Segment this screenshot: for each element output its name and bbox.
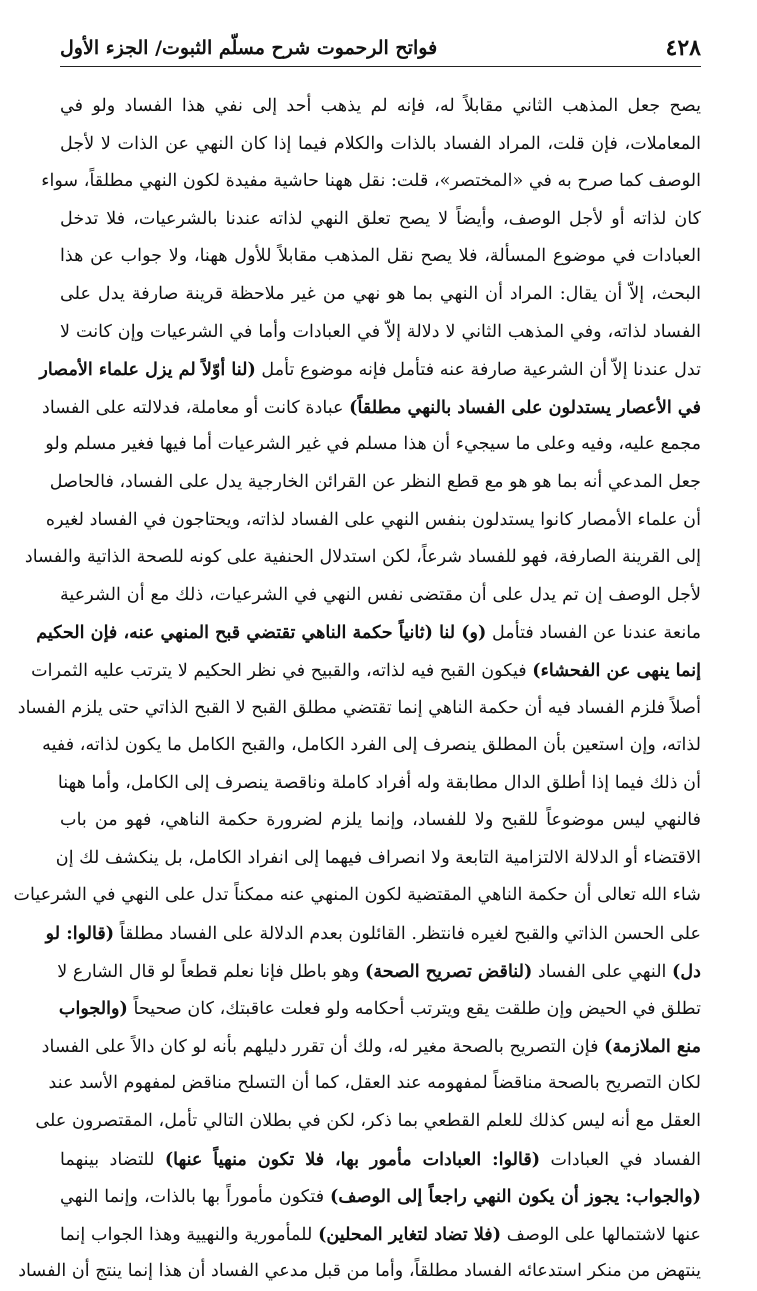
- bold-matn-text: دل): [672, 960, 701, 982]
- commentary-text: مانعة عندنا عن الفساد فتأمل: [486, 623, 701, 644]
- text-line: [60, 314, 701, 352]
- text-line: [45, 426, 701, 464]
- text-line: [35, 1103, 701, 1141]
- text-line: [60, 1141, 701, 1179]
- commentary-text: فإن التصريح بالصحة مغير له، ولك أن تقرر دليلهم بأنه لو كان دالاً على الفساد: [41, 1036, 605, 1057]
- text-line: [60, 990, 701, 1028]
- bold-matn-text: إنما ينهى عن الفحشاء): [532, 659, 701, 681]
- commentary-text: وهو باطل فإنا نعلم قطعاً لو قال الشارع لا: [57, 961, 365, 982]
- bold-matn-text: (لناقض تصريح الصحة): [365, 960, 533, 982]
- text-line: [60, 802, 701, 840]
- text-line: [60, 577, 701, 615]
- text-line: [24, 539, 701, 577]
- text-line: [55, 840, 701, 878]
- text-line: [45, 915, 701, 953]
- text-line: [48, 1065, 701, 1103]
- commentary-text: تطلق في الحيض وإن طلقت يقع ويترتب أحكامه ولو فعلت عاقبتك، كان صحيحاً: [127, 999, 701, 1020]
- commentary-text: ينتهض من منكر استدعائه الفساد مطلقاً، وأما من قبل مدعي الفساد أن هذا إنما ينتج أن الفساد: [18, 1261, 701, 1282]
- commentary-text: للمأمورية والنهيية وهذا الجواب إنما: [60, 1224, 319, 1245]
- text-line: [60, 276, 701, 314]
- commentary-text: مجمع عليه، وفيه وعلى ما سيجيء أن هذا مسلم في غير الشرعيات أما فيها فغير مسلم ولو: [45, 434, 701, 455]
- commentary-text: جعل المدعي أنه بما هو هو مع قطع النظر عن القرائن الخارجية يدل على الفساد، فالحاصل: [49, 471, 701, 492]
- text-line: [60, 1178, 701, 1216]
- text-line: [45, 502, 701, 540]
- page-number: ٤٢٨: [665, 35, 701, 61]
- commentary-text: فيكون القبح فيه لذاته، والقبيح في نظر الحكيم لا يترتب عليه الثمرات: [31, 660, 533, 681]
- commentary-text: عنها لاشتمالها على الوصف: [501, 1224, 701, 1245]
- commentary-text: أن علماء الأمصار كانوا يستدلون بنفس النهي على الفساد لذاته، ويحتاجون في الفساد لغيره: [45, 509, 701, 530]
- commentary-text: شاء الله تعالى أن حكمة الناهي المقتضية لكون المنهي عنه ممكناً تدل على النهي في الشرعيات: [13, 885, 701, 906]
- commentary-text: فالنهي ليس موضوعاً للقبح ولا للفساد، وإنما يلزم لضرورة حكمة الناهي، فهو من باب: [60, 810, 701, 831]
- text-line: [60, 1216, 701, 1254]
- text-line: [57, 953, 701, 991]
- text-line: [60, 88, 701, 126]
- text-line: [49, 464, 701, 502]
- text-line: [41, 163, 701, 201]
- text-line: [13, 877, 701, 915]
- commentary-text: النهي على الفساد: [532, 961, 673, 982]
- running-title: فواتح الرحموت شرح مسلّم الثبوت/ الجزء الأول: [60, 37, 438, 59]
- text-line: [42, 727, 701, 765]
- commentary-text: لأجل الوصف إن تم يدل على أن مقتضى نفس النهي في الشرعيات، ذلك مع أن الشرعية: [60, 584, 701, 605]
- text-line: [17, 690, 701, 728]
- commentary-text: عبادة كانت أو معاملة، فدلالته على الفساد: [42, 397, 350, 418]
- bold-matn-text: (لنا أوّلاً لم يزل علماء الأمصار: [39, 359, 256, 381]
- text-line: [42, 389, 701, 427]
- bold-matn-text: (والجواب: [58, 998, 128, 1020]
- commentary-text: الاقتضاء أو الدلالة الالتزامية التابعة ولا انصراف فيهما إلى انفراد الكامل، بل ينكشف لك إن: [55, 847, 701, 868]
- commentary-text: أصلاً فلزم الفساد فيه أن حكمة الناهي إنما تقتضي مطلق القبح لا القبح الذاتي حتى يلزم الفساد: [17, 697, 701, 718]
- bold-matn-text: (فلا تضاد لتغاير المحلين): [318, 1223, 502, 1245]
- commentary-text: العبادات في موضوع المسألة، فلا يصح نقل المذهب مقابلاً للأول ههنا، ولا جواب عن هذا: [60, 246, 701, 267]
- commentary-text: البحث، إلاّ أن يقال: المراد أن النهي بما هو نهي من غير ملاحظة قرينة صارفة يدل على: [60, 283, 701, 304]
- commentary-text: تدل عندنا إلاّ أن الشرعية صارفة عنه فتأمل فإنه موضوع تأمل: [255, 360, 701, 381]
- commentary-text: إلى القرينة الصارفة، فهو للفساد شرعاً، لكن استدلال الحنفية على كونه للصحة الذاتية والفساد: [24, 547, 701, 568]
- commentary-text: الفساد في العبادات: [540, 1149, 701, 1170]
- text-line: [60, 201, 701, 239]
- body-text: [13, 88, 701, 1291]
- text-line: [31, 652, 701, 690]
- commentary-text: الوصف كما صرح به في «المختصر»، قلت: نقل ههنا حاشية مفيدة لكون النهي مطلقاً، سواء: [41, 171, 701, 192]
- commentary-text: كان لذاته أو لأجل الوصف، وأيضاً لا يصح تعلق النهي لذاته عندنا بالشرعيات، فلا تدخل: [60, 208, 701, 229]
- text-line: [36, 614, 701, 652]
- commentary-text: أن ذلك فيما إذا أطلق الدال مطابقة وله أفراد كاملة وناقصة ينصرف إلى الكامل، وأما ههنا: [57, 772, 701, 793]
- commentary-text: للتضاد بينهما: [60, 1149, 165, 1170]
- commentary-text: لذاته، وإن استعين بأن المطلق ينصرف إلى الفرد الكامل، والقبح الكامل ما يكون لذاته، ففيه: [42, 735, 701, 756]
- bold-matn-text: (قالوا: لو: [45, 923, 115, 945]
- page-header: [60, 30, 701, 67]
- commentary-text: لكان التصريح بالصحة مناقضاً لمفهومه عند العقل، كما أن التسلح مناقض لمفهوم الأسد عند: [48, 1073, 701, 1094]
- text-line: [41, 1028, 701, 1066]
- text-line: [39, 351, 701, 389]
- bold-matn-text: (و) لنا (ثانياً حكمة الناهي تقتضي قبح المنهي عنه، فإن الحكيم: [36, 622, 487, 644]
- text-line: [57, 765, 701, 803]
- bold-matn-text: (قالوا: العبادات مأمور بها، فلا تكون منهياً عنها): [164, 1148, 541, 1170]
- bold-matn-text: في الأعصار يستدلون على الفساد بالنهي مطلقاً): [349, 396, 701, 418]
- commentary-text: المعاملات، فإن قلت، المراد الفساد بالذات والكلام فيما إذا كان النهي عن الذات لا لأجل: [60, 133, 701, 154]
- commentary-text: على الحسن الذاتي والقبح لغيره فانتظر. القائلون بعدم الدلالة على الفساد مطلقاً: [114, 924, 701, 945]
- text-line: [60, 238, 701, 276]
- commentary-text: الفساد لذاته، وفي المذهب الثاني لا دلالة إلاّ في العبادات وأما في الشرعيات وإن كانت لا: [60, 321, 701, 342]
- text-line: [18, 1253, 701, 1291]
- commentary-text: يصح جعل المذهب الثاني مقابلاً له، فإنه لم يذهب أحد إلى نفي هذا الفساد ولو في: [60, 96, 701, 116]
- text-line: [60, 126, 701, 164]
- bold-matn-text: منع الملازمة): [604, 1035, 701, 1057]
- commentary-text: العقل مع أنه ليس كذلك للعلم القطعي بما ذكر، لكن في بطلان التالي تأمل، المقتصرون على: [35, 1111, 701, 1132]
- commentary-text: فتكون مأموراً بها بالذات، وإنما النهي: [60, 1187, 331, 1208]
- bold-matn-text: (والجواب: يجوز أن يكون النهي راجعاً إلى الوصف): [330, 1186, 701, 1208]
